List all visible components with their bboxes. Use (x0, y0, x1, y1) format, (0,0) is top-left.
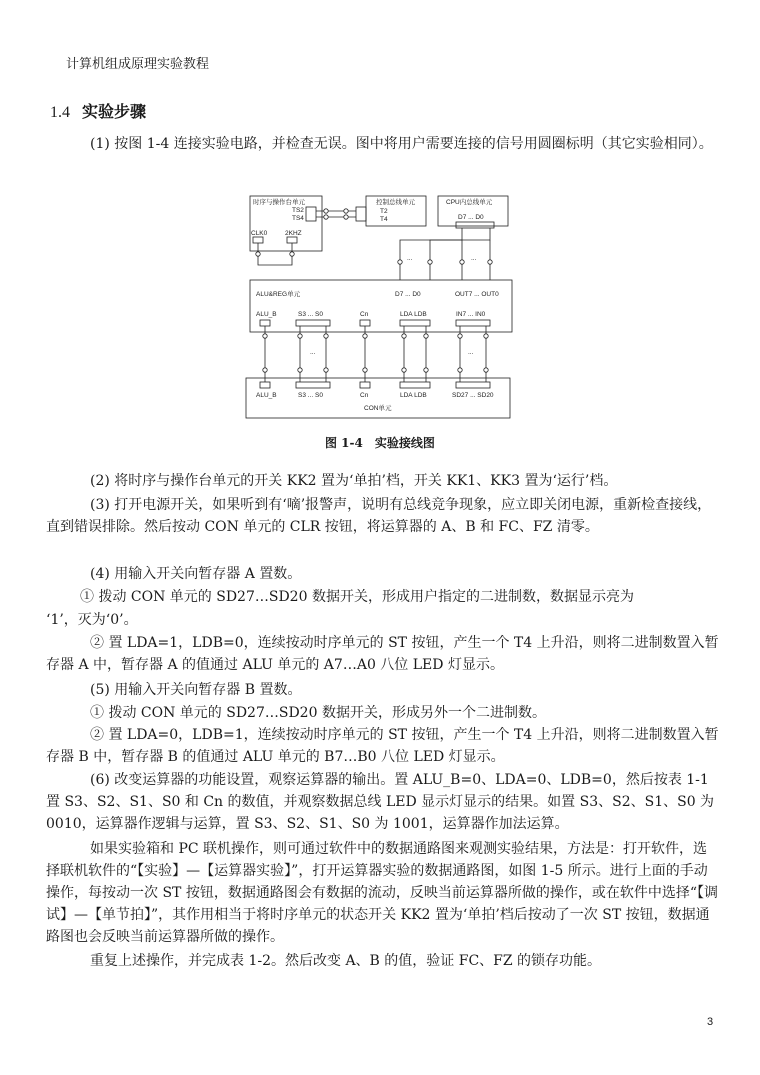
paragraph-step-1: (1) 按图 1-4 连接实验电路，并检查无误。图中将用户需要连接的信号用圆圈标明（其它实验相同）。 (90, 136, 713, 152)
alu-out-label: OUT7 ... OUT0 (455, 291, 499, 298)
paragraph-repeat: 重复上述操作，并完成表 1-2。然后改变 A、B 的值，验证 FC、FZ 的锁存功能。 (90, 953, 602, 969)
alu-unit-title: ALU&REG单元 (256, 291, 301, 298)
step-4-item-1-line-1: ① 拨动 CON 单元的 SD27…SD20 数据开关，形成用户指定的二进制数，数据显示亮为 (80, 589, 634, 605)
con-lda-ldb-label: LDA LDB (400, 392, 427, 399)
paragraph-step-5: (5) 用输入开关向暂存器 B 置数。 (90, 682, 302, 698)
con-unit-title: CON单元 (364, 405, 392, 412)
t4-label: T4 (380, 216, 388, 223)
con-cn-label: Cn (360, 392, 369, 399)
paragraph-step-3: (3) 打开电源开关，如果听到有‘嘀’报警声，说明有总线竞争现象，应立即关闭电源，重新检查接线，直到错误排除。然后按动 CON 单元的 CLR 按钮，将运算器的 A、B 和 FC、FZ 清零。 (46, 497, 712, 535)
cpu-bus-title: CPU内总线单元 (446, 199, 493, 206)
timing-unit-title: 时序与操作台单元 (253, 199, 305, 206)
step-4-item-1-line-2: ‘1’，灭为‘0’。 (46, 612, 138, 628)
alu-reg-box (250, 280, 512, 332)
step-5-item-2: ② 置 LDA=0，LDB=1，连续按动时序单元的 ST 按钮，产生一个 T4 上升沿，则将二进制数置入暂存器 B 中，暂存器 B 的值通过 ALU 单元的 B7…B0 八位 LED 灯显示。 (46, 727, 719, 765)
alu-in-label: IN7 ... IN0 (456, 311, 486, 318)
wiring-diagram (240, 190, 520, 434)
khz-label: 2KHZ (285, 230, 302, 237)
ellipsis-mid-left: ... (310, 349, 316, 356)
ellipsis-left: ... (407, 255, 413, 262)
step-4-item-2: ② 置 LDA=1，LDB=0，连续按动时序单元的 ST 按钮，产生一个 T4 上升沿，则将二进制数置入暂存器 A 中，暂存器 A 的值通过 ALU 单元的 A7…A0 八位 LED 灯显示。 (46, 635, 719, 673)
ts4-label: TS4 (292, 215, 304, 222)
step-5-item-1: ① 拨动 CON 单元的 SD27…SD20 数据开关，形成另外一个二进制数。 (90, 705, 546, 721)
page-number: 3 (707, 1016, 714, 1028)
con-alub-label: ALU_B (256, 392, 277, 399)
section-heading (50, 99, 146, 122)
paragraph-step-4: (4) 用输入开关向暂存器 A 置数。 (90, 566, 302, 582)
con-s-label: S3 ... S0 (298, 392, 323, 399)
ts2-label: TS2 (292, 207, 304, 214)
ellipsis-right: ... (471, 255, 477, 262)
figure-caption: 图 1-4 实验接线图 (325, 436, 435, 450)
section-title: 实验步骤 (82, 102, 147, 121)
t2-label: T2 (380, 208, 388, 215)
bus-control-title: 控制总线单元 (376, 199, 415, 206)
paragraph-step-6: (6) 改变运算器的功能设置，观察运算器的输出。置 ALU_B=0、LDA=0、LDB=0，然后按表 1-1 置 S3、S2、S1、S0 和 Cn 的数值，并观察数据总线 LED 显示灯显示的结果。如置 S3、S2、S1、S0 为 0010，运算器作逻辑与运算，置 S3、S2、S1、S0 为 1001，运算器作加法运算。 (46, 772, 715, 832)
con-sd-label: SD27 ... SD20 (452, 392, 494, 399)
alu-cn-label: Cn (360, 311, 369, 318)
clk0-label: CLK0 (251, 230, 268, 237)
paragraph-software: 如果实验箱和 PC 联机操作，则可通过软件中的数据通路图来观测实验结果，方法是：打开软件，选择联机软件的“【实验】—【运算器实验】”，打开运算器实验的数据通路图，如图 1-5 所示。进行上面的手动操作，每按动一次 ST 按钮，数据通路图会有数据的流动，反映当前运算器所做的操作，或在软件中选择“【调试】—【单节拍】”，其作用相当于将时序单元的状态开关 KK2 置为‘单拍’档后按动了一次 ST 按钮，数据通路图也会反映当前运算器所做的操作。 (46, 841, 718, 945)
running-header: 计算机组成原理实验教程 (66, 57, 210, 72)
alu-d-label: D7 ... D0 (395, 291, 421, 298)
alu-s-label: S3 ... S0 (298, 311, 323, 318)
alu-lda-ldb-label: LDA LDB (400, 311, 427, 318)
ellipsis-mid-right: ... (468, 349, 474, 356)
alu-alub-label: ALU_B (256, 311, 277, 318)
paragraph-step-2: (2) 将时序与操作台单元的开关 KK2 置为‘单拍’档，开关 KK1、KK3 置为‘运行’档。 (90, 473, 618, 489)
cpu-bus-pins: D7 ... D0 (458, 214, 484, 221)
section-number: 1.4 (50, 104, 70, 121)
wiring-diagram-svg (240, 190, 520, 430)
